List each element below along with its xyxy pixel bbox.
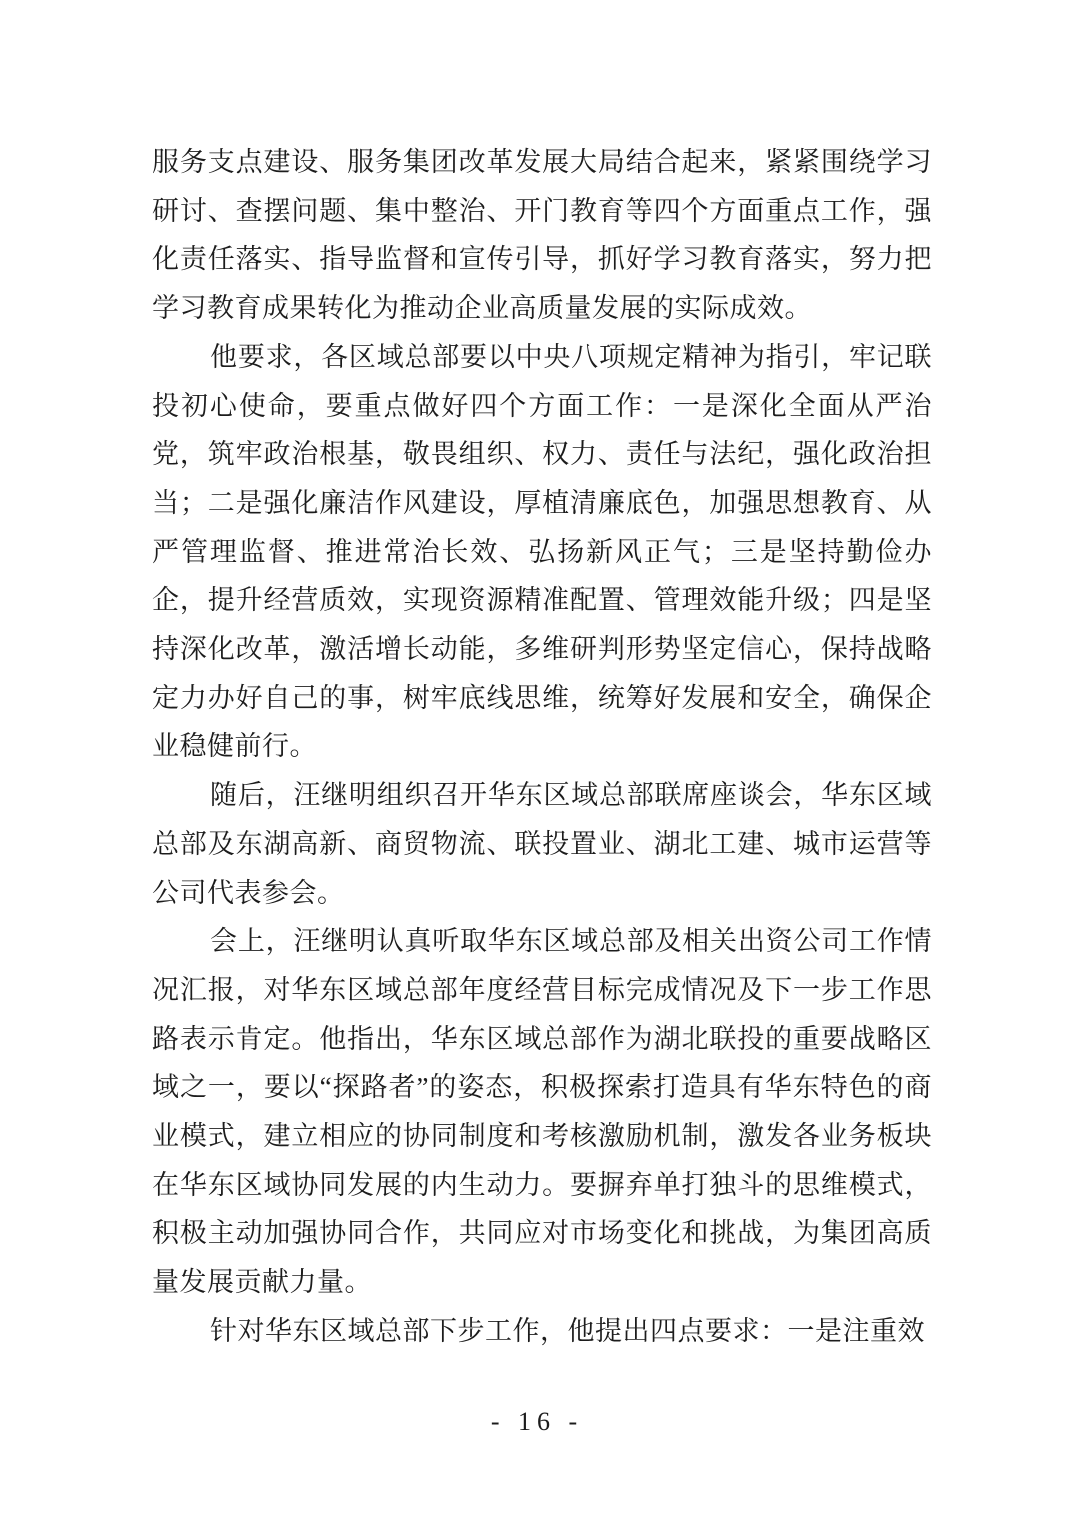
- paragraph: 随后，汪继明组织召开华东区域总部联席座谈会，华东区域总部及东湖高新、商贸物流、联投置业、湖北工建、城市运营等公司代表参会。: [152, 780, 932, 908]
- paragraph: 服务支点建设、服务集团改革发展大局结合起来，紧紧围绕学习研讨、查摆问题、集中整治、开门教育等四个方面重点工作，强化责任落实、指导监督和宣传引导，抓好学习教育落实，努力把学习教育成果转化为推动企业高质量发展的实际成效。: [152, 147, 932, 324]
- paragraph: 针对华东区域总部下步工作，他提出四点要求：一是注重效: [210, 1315, 926, 1346]
- paragraph: 会上，汪继明认真听取华东区域总部及相关出资公司工作情况汇报，对华东区域总部年度经营目标完成情况及下一步工作思路表示肯定。他指出，华东区域总部作为湖北联投的重要战略区域之一，要以“探路者”的姿态，积极探索打造具有华东特色的商业模式，建立相应的协同制度和考核激励机制，激发各业务板块在华东区域协同发展的内生动力。要摒弃单打独斗的思维模式，积极主动加强协同合作，共同应对市场变化和挑战，为集团高质量发展贡献力量。: [152, 926, 932, 1298]
- page-number: - 16 -: [490, 1407, 584, 1436]
- document-text-body: [152, 138, 932, 1356]
- paragraph: 他要求，各区域总部要以中央八项规定精神为指引，牢记联投初心使命，要重点做好四个方面工作：一是深化全面从严治党，筑牢政治根基，敬畏组织、权力、责任与法纪，强化政治担当；二是强化廉洁作风建设，厚植清廉底色，加强思想教育、从严管理监督、推进常治长效、弘扬新风正气；三是坚持勤俭办企，提升经营质效，实现资源精准配置、管理效能升级；四是坚持深化改革，激活增长动能，多维研判形势坚定信心，保持战略定力办好自己的事，树牢底线思维，统筹好发展和安全，确保企业稳健前行。: [152, 341, 932, 762]
